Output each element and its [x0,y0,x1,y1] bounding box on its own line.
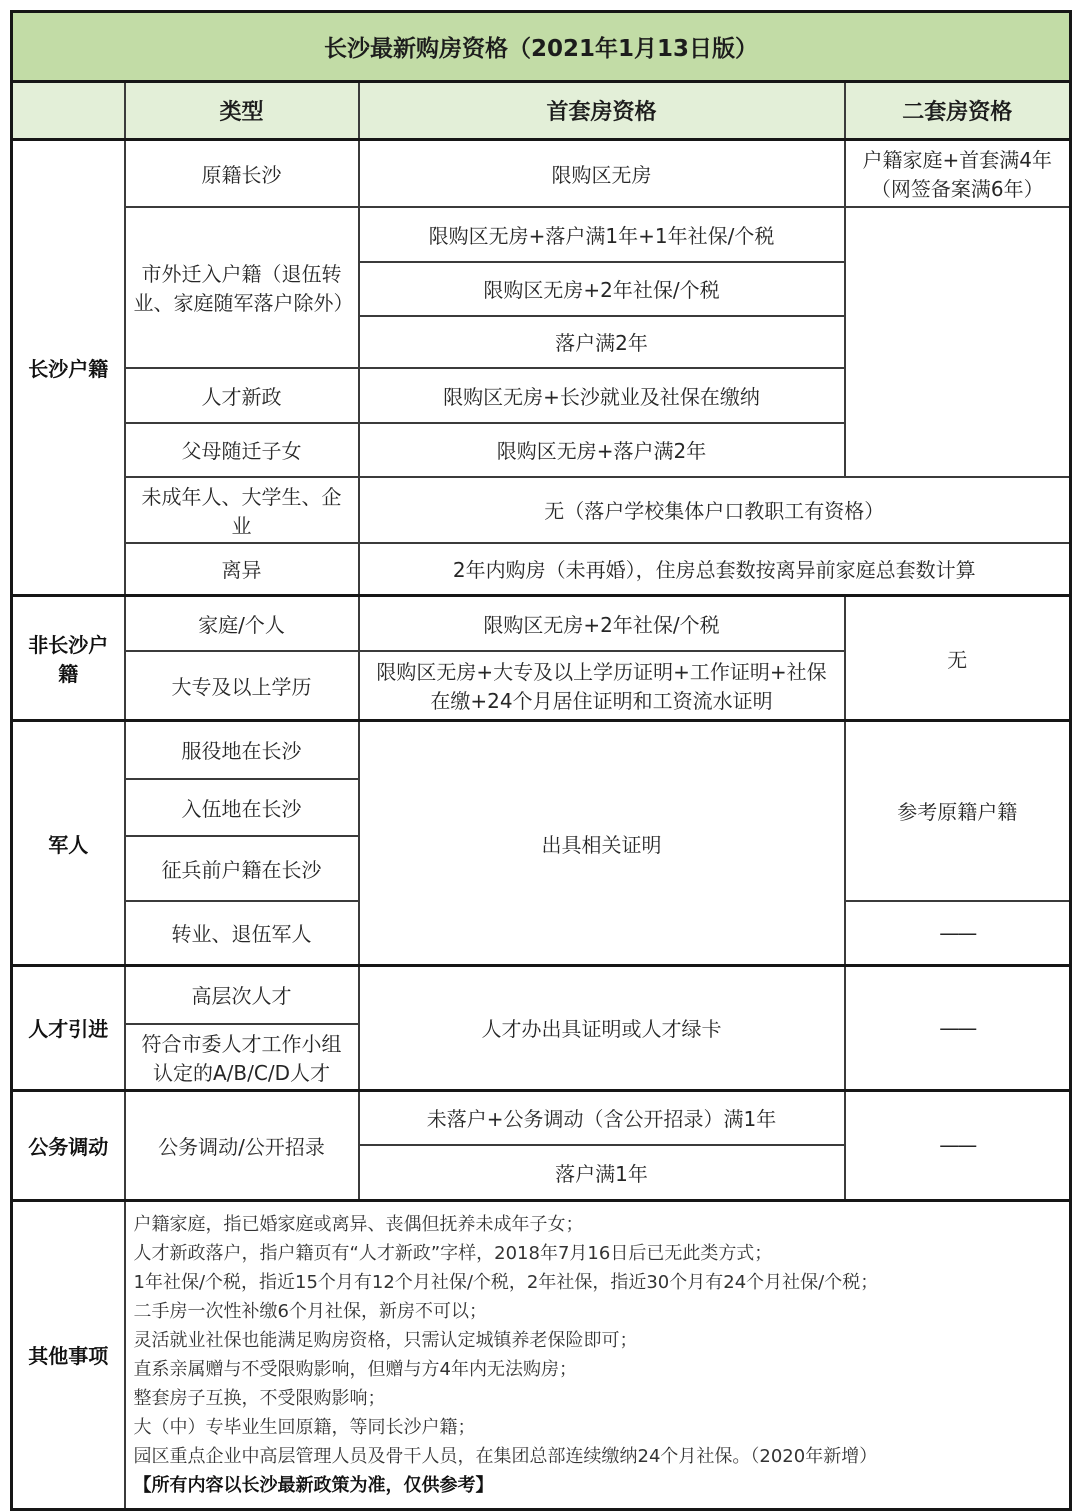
cell-first-divorced: 2年内购房（未再婚），住房总套数按离异前家庭总套数计算 [359,543,1071,596]
column-header-second-home: 二套房资格 [845,82,1071,140]
cell-type-abcd-talent: 符合市委人才工作小组认定的A/B/C/D人才 [125,1024,359,1091]
table-row [12,82,1071,140]
table-row [12,543,1071,596]
cell-first-parents: 限购区无房+落户满2年 [359,423,845,477]
cell-type-family: 家庭/个人 [125,596,359,651]
section-label-other-notes: 其他事项 [12,1200,125,1509]
cell-first-native: 限购区无房 [359,140,845,207]
note-line: 整套房子互换，不受限购影响； [133,1387,386,1409]
cell-first-talent-policy: 限购区无房+长沙就业及社保在缴纳 [359,368,845,423]
cell-type-pre-enlist: 征兵前户籍在长沙 [125,836,359,901]
cell-first-talent-intro: 人才办出具证明或人才绿卡 [359,966,845,1091]
notes-cell [125,1200,1071,1509]
cell-first-family: 限购区无房+2年社保/个税 [359,596,845,651]
cell-type-college: 大专及以上学历 [125,651,359,721]
table-row [12,207,1071,262]
table-row [12,1200,1071,1509]
cell-first-college: 限购区无房+大专及以上学历证明+工作证明+社保在缴+24个月居住证明和工资流水证明 [359,651,845,721]
cell-type-civil-service: 公务调动/公开招录 [125,1090,359,1200]
cell-type-minors: 未成年人、大学生、企业 [125,477,359,543]
table-row [12,1090,1071,1145]
section-label-civil-service: 公务调动 [12,1090,125,1200]
cell-second-merged [845,207,1071,477]
cell-type-high-level: 高层次人才 [125,966,359,1024]
note-line: 1年社保/个税，指近15个月有12个月社保/个税，2年社保，指近30个月有24个月社保/个税； [133,1271,879,1293]
cell-type-veteran: 转业、退伍军人 [125,901,359,966]
cell-type-divorced: 离异 [125,543,359,596]
note-line: 户籍家庭，指已婚家庭或离异、丧偶但抚养未成年子女； [133,1213,584,1235]
section-label-talent-intro: 人才引进 [12,966,125,1091]
note-line: 园区重点企业中高层管理人员及骨干人员，在集团总部连续缴纳24个月社保。（2020年新增） [133,1445,878,1467]
cell-first-migrated-1: 限购区无房+落户满1年+1年社保/个税 [359,207,845,262]
cell-first-military: 出具相关证明 [359,721,845,966]
cell-second-military: 参考原籍户籍 [845,721,1071,901]
table-row [12,12,1071,82]
column-header-corner [12,82,125,140]
cell-first-minors: 无（落户学校集体户口教职工有资格） [359,477,1071,543]
section-label-changsha-hukou: 长沙户籍 [12,140,125,596]
cell-type-migrated: 市外迁入户籍（退伍转业、家庭随军落户除外） [125,207,359,368]
table-row [12,140,1071,207]
cell-second-native: 户籍家庭+首套满4年（网签备案满6年） [845,140,1071,207]
column-header-type: 类型 [125,82,359,140]
column-header-first-home: 首套房资格 [359,82,845,140]
cell-second-veteran: —— [845,901,1071,966]
cell-second-non-changsha: 无 [845,596,1071,721]
section-label-military: 军人 [12,721,125,966]
cell-second-talent-intro: —— [845,966,1071,1091]
cell-type-native: 原籍长沙 [125,140,359,207]
cell-first-civil-2: 落户满1年 [359,1145,845,1200]
note-line: 二手房一次性补缴6个月社保，新房不可以； [133,1300,487,1322]
qualification-table [10,10,1072,1511]
cell-type-talent-policy: 人才新政 [125,368,359,423]
table-row [12,596,1071,651]
cell-type-parents: 父母随迁子女 [125,423,359,477]
note-line: 直系亲属赠与不受限购影响，但赠与方4年内无法购房； [133,1358,577,1380]
note-line: 人才新政落户，指户籍页有“人才新政”字样，2018年7月16日后已无此类方式； [133,1242,773,1264]
cell-first-migrated-3: 落户满2年 [359,316,845,368]
table-title: 长沙最新购房资格（2021年1月13日版） [12,12,1071,82]
table-row [12,721,1071,779]
cell-first-civil-1: 未落户+公务调动（含公开招录）满1年 [359,1090,845,1145]
cell-first-migrated-2: 限购区无房+2年社保/个税 [359,262,845,316]
table-row [12,477,1071,543]
cell-type-enlist-location: 入伍地在长沙 [125,779,359,836]
cell-type-service-location: 服役地在长沙 [125,721,359,779]
note-line-disclaimer: 【所有内容以长沙最新政策为准，仅供参考】 [133,1474,494,1496]
cell-second-civil-service: —— [845,1090,1071,1200]
section-label-non-changsha: 非长沙户籍 [12,596,125,721]
note-line: 大（中）专毕业生回原籍，等同长沙户籍； [133,1416,476,1438]
note-line: 灵活就业社保也能满足购房资格，只需认定城镇养老保险即可； [133,1329,638,1351]
table-row [12,966,1071,1024]
